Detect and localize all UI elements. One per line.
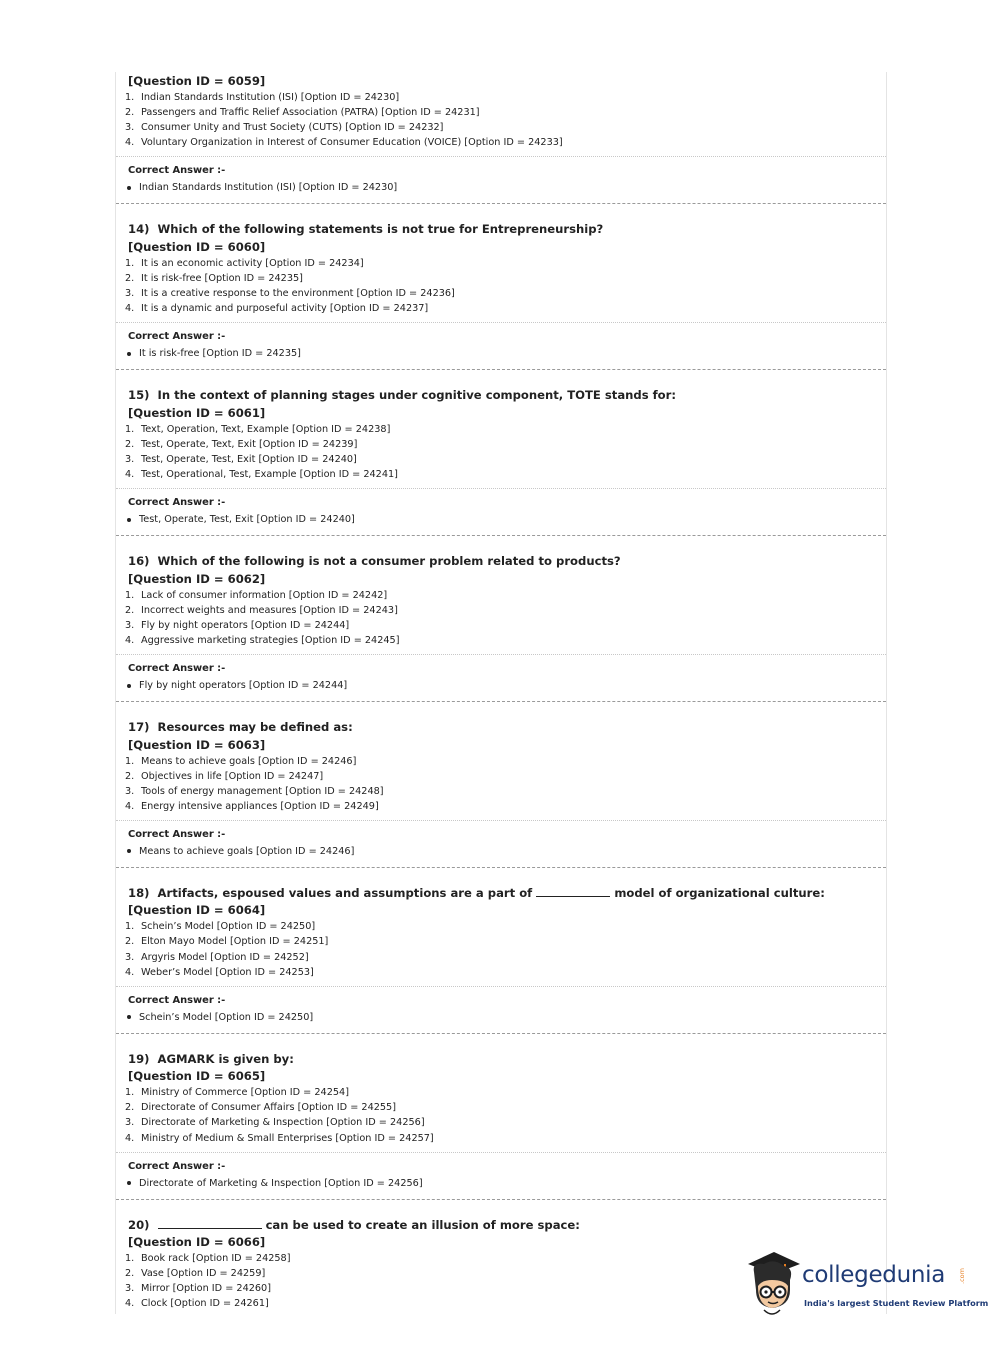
bullet-icon: [127, 849, 131, 853]
option-item: 1. Book rack [Option ID = 24258]: [125, 1253, 291, 1265]
option-item: 4. Aggressive marketing strategies [Option ID = 24245]: [125, 634, 400, 646]
option-item: 3. Directorate of Marketing & Inspection [Option ID = 24256]: [125, 1117, 425, 1129]
question-id: [Question ID = 6060]: [128, 239, 266, 254]
question-18: [116, 868, 886, 986]
options-list: [125, 919, 886, 985]
option-item: 3. Test, Operate, Test, Exit [Option ID = 24240]: [125, 453, 357, 465]
question-text: 17) Resources may be defined as:: [128, 720, 353, 734]
question-text: 14) Which of the following statements is not true for Entrepreneurship?: [128, 222, 604, 237]
correct-answer-label: Correct Answer :-: [128, 165, 226, 177]
correct-answer: [116, 1153, 886, 1199]
student-mascot-icon: [744, 1250, 804, 1320]
question-text: 18) Artifacts, espoused values and assumptions are a part of model of organizational culture:: [128, 885, 825, 900]
fill-in-blank: [158, 1218, 262, 1229]
option-item: 2. Test, Operate, Text, Exit [Option ID = 24239]: [125, 438, 358, 450]
bullet-icon: [127, 518, 131, 522]
fill-in-blank: [536, 886, 610, 897]
option-item: 4. Ministry of Medium & Small Enterprises [Option ID = 24257]: [125, 1132, 434, 1144]
option-item: 2. It is risk-free [Option ID = 24235]: [125, 272, 303, 284]
question-14: [116, 204, 886, 322]
question-id: [Question ID = 6062]: [128, 571, 266, 586]
option-item: 1. Indian Standards Institution (ISI) [Option ID = 24230]: [125, 92, 400, 103]
question-13: [116, 72, 886, 156]
correct-answer-label: Correct Answer :-: [128, 663, 226, 674]
question-id: [Question ID = 6061]: [128, 405, 266, 420]
option-item: 3. Tools of energy management [Option ID = 24248]: [125, 785, 384, 797]
question-17: [116, 702, 886, 820]
bullet-icon: [127, 352, 131, 356]
option-item: 3. Fly by night operators [Option ID = 24244]: [125, 619, 350, 631]
option-item: 3. Mirror [Option ID = 24260]: [125, 1283, 272, 1295]
logo-wordmark: collegedunia: [802, 1262, 946, 1288]
option-item: 4. Test, Operational, Test, Example [Option ID = 24241]: [125, 469, 398, 481]
correct-answer-item: Directorate of Marketing & Inspection [Option ID = 24256]: [127, 1176, 886, 1191]
option-item: 1. Ministry of Commerce [Option ID = 24254]: [125, 1087, 349, 1099]
options-list: [125, 1085, 886, 1151]
correct-answer: [116, 323, 886, 369]
option-item: 4. Clock [Option ID = 24261]: [125, 1298, 269, 1310]
option-item: 3. Consumer Unity and Trust Society (CUTS) [Option ID = 24232]: [125, 122, 444, 134]
option-item: 2. Directorate of Consumer Affairs [Option ID = 24255]: [125, 1102, 397, 1114]
option-item: 1. Schein’s Model [Option ID = 24250]: [125, 921, 316, 933]
correct-answer-item: Means to achieve goals [Option ID = 24246]: [127, 844, 886, 859]
question-text: 16) Which of the following is not a consumer problem related to products?: [128, 554, 621, 569]
question-text: 15) In the context of planning stages under cognitive component, TOTE stands for:: [128, 388, 676, 403]
correct-answer: [116, 655, 886, 701]
question-id: [Question ID = 6059]: [128, 74, 266, 88]
option-item: 2. Passengers and Traffic Relief Association (PATRA) [Option ID = 24231]: [125, 107, 480, 119]
collegedunia-logo: [744, 1250, 989, 1320]
question-19: [116, 1034, 886, 1152]
correct-answer-item: Schein’s Model [Option ID = 24250]: [127, 1010, 886, 1025]
correct-answer-label: Correct Answer :-: [128, 828, 226, 840]
bullet-icon: [127, 1015, 131, 1019]
correct-answer-item: Test, Operate, Test, Exit [Option ID = 24240]: [127, 512, 886, 527]
correct-answer: [116, 987, 886, 1033]
correct-answer-item: Fly by night operators [Option ID = 24244]: [127, 678, 886, 693]
question-text: 19) AGMARK is given by:: [128, 1051, 294, 1066]
question-id: [Question ID = 6064]: [128, 903, 266, 918]
bullet-icon: [127, 684, 131, 688]
option-item: 1. Means to achieve goals [Option ID = 24246]: [125, 755, 357, 767]
question-id: [Question ID = 6065]: [128, 1069, 266, 1084]
option-item: 2. Incorrect weights and measures [Option ID = 24243]: [125, 604, 398, 616]
question-paper: [115, 72, 887, 1314]
bullet-icon: [127, 186, 131, 190]
correct-answer: [116, 821, 886, 867]
logo-tagline: India's largest Student Review Platform: [804, 1298, 989, 1308]
correct-answer-label: Correct Answer :-: [128, 1160, 226, 1172]
option-item: 3. It is a creative response to the environment [Option ID = 24236]: [125, 288, 455, 300]
correct-answer: [116, 489, 886, 535]
option-item: 1. Text, Operation, Text, Example [Option ID = 24238]: [125, 423, 391, 435]
question-text: 20) can be used to create an illusion of more space:: [128, 1217, 580, 1232]
option-item: 4. Energy intensive appliances [Option ID = 24249]: [125, 800, 379, 812]
question-15: [116, 370, 886, 488]
option-item: 4. Weber’s Model [Option ID = 24253]: [125, 966, 314, 978]
option-item: 2. Elton Mayo Model [Option ID = 24251]: [125, 936, 329, 948]
logo-suffix: .com: [958, 1268, 966, 1284]
options-list: [125, 256, 886, 322]
correct-answer-label: Correct Answer :-: [128, 497, 226, 509]
options-list: [125, 422, 886, 488]
bullet-icon: [127, 1181, 131, 1185]
question-id: [Question ID = 6066]: [128, 1235, 266, 1250]
option-item: 1. It is an economic activity [Option ID = 24234]: [125, 257, 364, 269]
option-item: 3. Argyris Model [Option ID = 24252]: [125, 951, 309, 963]
correct-answer-item: Indian Standards Institution (ISI) [Option ID = 24230]: [127, 180, 886, 195]
correct-answer-item: It is risk-free [Option ID = 24235]: [127, 346, 886, 361]
correct-answer-label: Correct Answer :-: [128, 331, 226, 343]
option-item: 4. It is a dynamic and purposeful activity [Option ID = 24237]: [125, 303, 429, 315]
question-16: [116, 536, 886, 654]
options-list: [125, 90, 886, 156]
option-item: 2. Objectives in life [Option ID = 24247]: [125, 770, 324, 782]
options-list: [125, 754, 886, 820]
correct-answer: [116, 157, 886, 203]
option-item: 1. Lack of consumer information [Option ID = 24242]: [125, 589, 388, 601]
options-list: [125, 588, 886, 654]
option-item: 2. Vase [Option ID = 24259]: [125, 1268, 266, 1280]
question-id: [Question ID = 6063]: [128, 737, 266, 752]
option-item: 4. Voluntary Organization in Interest of Consumer Education (VOICE) [Option ID = 24233]: [125, 137, 563, 149]
correct-answer-label: Correct Answer :-: [128, 994, 226, 1006]
